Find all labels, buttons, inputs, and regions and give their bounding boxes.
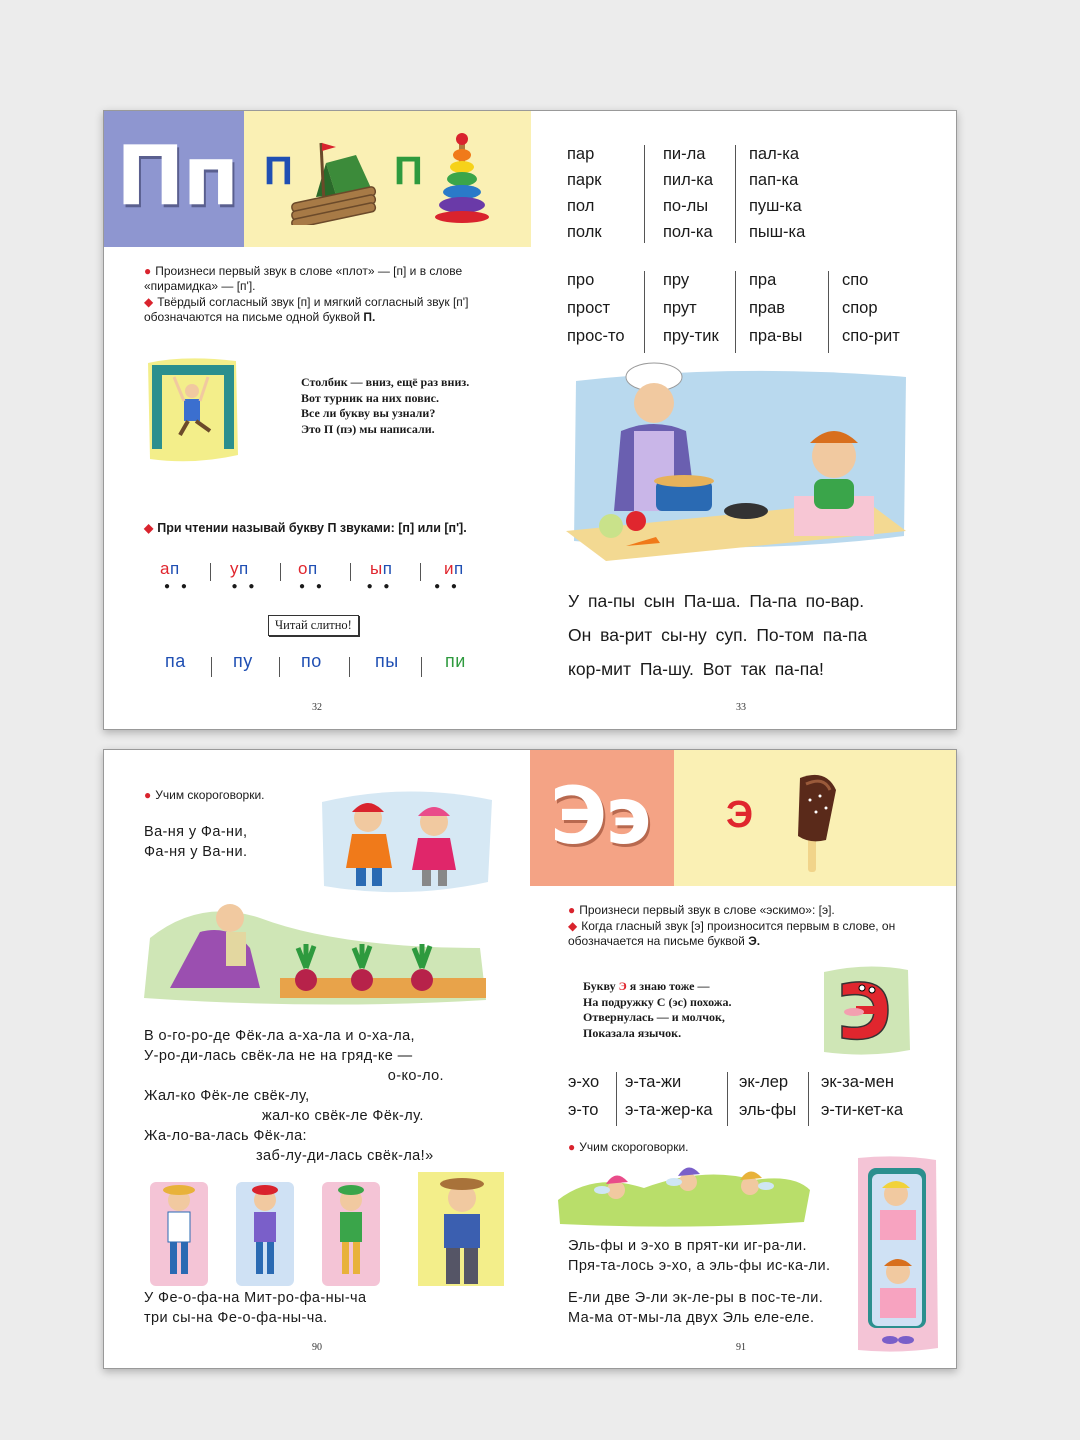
gymnast-illustration <box>144 355 240 465</box>
picture-strip-ee <box>674 750 956 886</box>
word-group-pra: пра прав пра-вы <box>749 271 803 345</box>
raft-illustration <box>286 133 381 225</box>
bullet-icon: ◆ <box>144 295 154 309</box>
word-column-2: пи-ла пил-ка по-лы пол-ка <box>663 145 714 241</box>
syllable-row-cv <box>159 651 489 683</box>
dots-row: ● ● ● ● ● ● ● ● ● ● <box>164 581 461 592</box>
ee-words-3: эк-лер эль-фы <box>739 1073 797 1119</box>
page-number-33: 33 <box>736 702 746 713</box>
syllable-py: пы <box>375 651 399 671</box>
instruction-2: ◆ Твёрдый согласный звук [п] и мягкий согласный звук [п'] обозначаются на письме одной буквой П. <box>144 295 469 324</box>
letter-e-character-illustration <box>818 962 914 1058</box>
big-letter-pp: Пп <box>116 129 238 224</box>
pic-letter-e: Э <box>726 794 754 836</box>
bullet-icon: ● <box>568 903 576 917</box>
page-number-32: 32 <box>312 702 322 713</box>
poem-ee: Букву Э я знаю тоже — На подружку С (эс) похожа. Отвернулась — и молчок, Показала язычок. <box>583 979 732 1040</box>
page-number-90: 90 <box>312 1342 322 1353</box>
letter-box-ee <box>530 750 674 886</box>
instruction-ee-2: ◆ Когда гласный звук [э] произносится первым в слове, он обозначается на письме буквой Э. <box>568 919 896 948</box>
picture-strip-pp <box>244 111 531 247</box>
spread-pp <box>103 110 957 730</box>
syllable-pi: пи <box>445 651 466 671</box>
bullet-icon: ◆ <box>568 919 578 933</box>
pic-letter-p1: П <box>264 149 293 193</box>
word-group-pro: про прост прос-то <box>567 271 625 345</box>
syllable-yp: ып <box>370 559 393 578</box>
bullet-icon: ◆ <box>144 521 154 535</box>
girls-in-bed-illustration <box>854 1154 940 1354</box>
word-column-1: пар парк пол полк <box>567 145 602 241</box>
tongue-twister-fekla: В о-го-ро-де Фёк-ла а-ха-ла и о-ха-ла, У-ро-ди-лась свёк-ла не на гряд-ке — о-ко-ло. Жал-ко Фёк-ле свёк-лу, жал-ко свёк-ле Фёк-лу. Жа-ло-ва-лась Фёк-ла: заб-лу-ди-лась свёк-ла!» <box>144 1028 444 1164</box>
bullet-icon: ● <box>144 264 152 278</box>
instruction-1: ● Произнеси первый звук в слове «плот» — [п] и в слове «пирамидка» — [п']. <box>144 264 463 293</box>
fekla-beets-illustration <box>140 888 490 1008</box>
bullet-icon: ● <box>144 788 152 802</box>
spread-ee <box>103 749 957 1369</box>
page-number-91: 91 <box>736 1342 746 1353</box>
reading-text-papa: У па-пы сын Па-ша. Па-па по-вар. Он ва-рит сы-ну суп. По-том па-па кор-мит Па-шу. Вот так па-па! <box>568 591 868 679</box>
syllable-po: по <box>301 651 322 671</box>
syllable-row-vc <box>152 559 482 592</box>
instruction-ee-1: ● Произнеси первый звук в слове «эскимо»: [э]. <box>568 903 835 917</box>
pic-letter-p2: П <box>394 149 423 193</box>
reading-rule: ◆ При чтении называй букву П звуками: [п] или [п']. <box>144 521 467 535</box>
tongue-twister-eli: Е-ли две Э-ли эк-ле-ры в пос-те-ли. Ма-ма от-мы-ла двух Эль еле-еле. <box>568 1290 824 1326</box>
tongue-twister-elves: Эль-фы и э-хо в прят-ки иг-ра-ли. Пря-та-лось э-хо, а эль-фы ис-ка-ли. <box>568 1238 831 1274</box>
feofan-family-illustration <box>148 1168 512 1290</box>
winter-children-illustration <box>316 782 496 900</box>
read-together-button[interactable]: Читай слитно! <box>268 615 359 636</box>
word-group-pru: пру прут пру-тик <box>663 271 719 345</box>
letter-box-pp <box>104 111 244 247</box>
word-column-3: пал-ка пап-ка пуш-ка пыш-ка <box>749 145 806 241</box>
syllable-ap: ап <box>160 559 180 578</box>
pyramid-toy-illustration <box>432 131 492 225</box>
tongue-twister-heading-left: ● Учим скороговорки. <box>144 788 265 802</box>
syllable-up: уп <box>230 559 249 578</box>
eskimo-ice-cream-illustration <box>786 770 846 874</box>
ee-words-1: э-хо э-то <box>568 1073 600 1119</box>
word-group-spo: спо спор спо-рит <box>842 271 900 345</box>
ee-words-2: э-та-жи э-та-жер-ка <box>625 1073 713 1119</box>
ee-words-4: эк-за-мен э-ти-кет-ка <box>821 1073 904 1119</box>
syllable-pu: пу <box>233 651 253 671</box>
tongue-twister-vanya: Ва-ня у Фа-ни, Фа-ня у Ва-ни. <box>144 824 248 860</box>
cooking-dad-illustration <box>566 361 911 566</box>
poem-pp: Столбик — вниз, ещё раз вниз. Вот турник на них повис. Все ли букву вы узнали? Это П (пэ) мы написали. <box>301 375 470 436</box>
syllable-pa: па <box>165 651 186 671</box>
syllable-op: оп <box>298 559 318 578</box>
tongue-twister-feofan: У Фе-о-фа-на Мит-ро-фа-ны-ча три сы-на Фе-о-фа-ны-ча. <box>144 1290 367 1326</box>
syllable-ip: ип <box>444 559 464 578</box>
big-letter-ee: Ээ <box>550 772 650 862</box>
elves-illustration <box>554 1160 814 1230</box>
bullet-icon: ● <box>568 1140 576 1154</box>
tongue-twister-heading-right: ● Учим скороговорки. <box>568 1140 689 1154</box>
